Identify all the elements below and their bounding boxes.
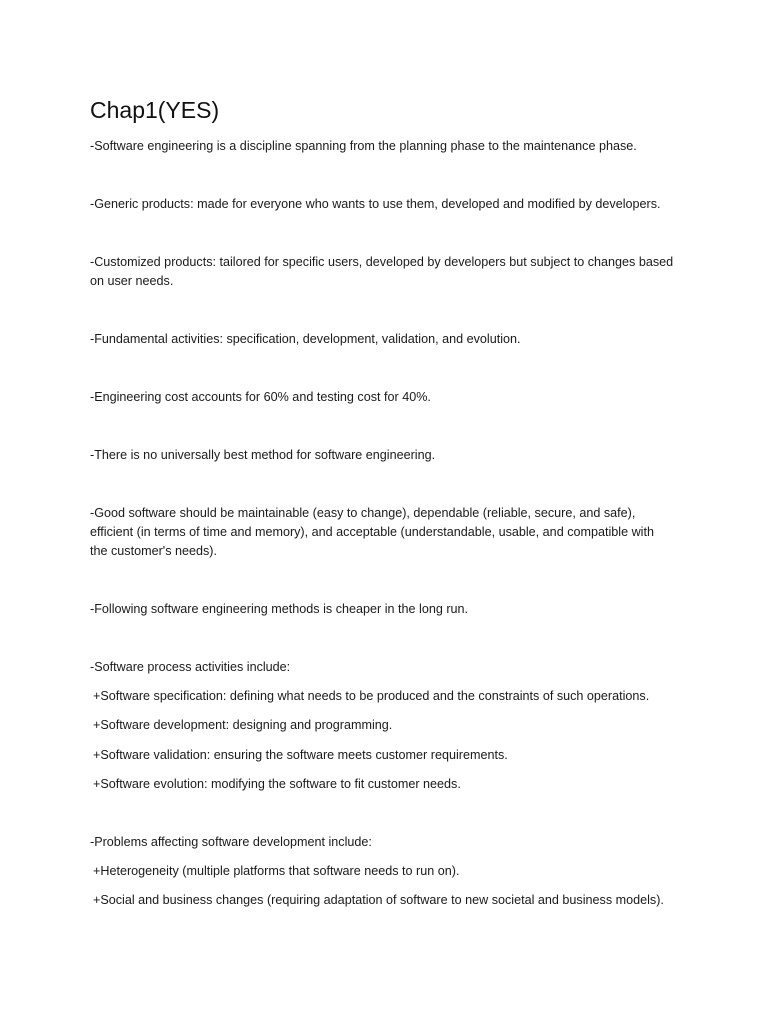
text-line: -There is no universally best method for software engineering. [90,448,436,462]
list-item: +Software specification: defining what needs to be produced and the constraints of such operations. [93,689,650,703]
list-item: +Software validation: ensuring the software meets customer requirements. [93,748,508,762]
list-item: +Social and business changes (requiring adaptation of software to new societal and business models). [93,893,664,907]
text-line: -Software engineering is a discipline spanning from the planning phase to the maintenance phase. [90,139,637,153]
text-line: -Customized products: tailored for specific users, developed by developers but subject to changes based [90,255,674,269]
text-line: -Engineering cost accounts for 60% and testing cost for 40%. [90,390,431,404]
text-line: -Good software should be maintainable (easy to change), dependable (reliable, secure, and safe), [90,506,636,520]
text-line: -Generic products: made for everyone who wants to use them, developed and modified by developers. [90,197,661,211]
text-line: the customer's needs). [90,544,218,558]
list-item: +Software development: designing and programming. [93,718,393,732]
text-line: efficient (in terms of time and memory), and acceptable (understandable, usable, and compatible with [90,525,654,539]
list-item: +Heterogeneity (multiple platforms that software needs to run on). [93,864,460,878]
text-line: -Software process activities include: [90,660,291,674]
page-title: Chap1(YES) [90,97,220,123]
text-line: -Fundamental activities: specification, development, validation, and evolution. [90,332,521,346]
list-item: +Software evolution: modifying the software to fit customer needs. [93,777,461,791]
text-line: -Following software engineering methods is cheaper in the long run. [90,602,469,616]
text-line: on user needs. [90,274,174,288]
text-line: -Problems affecting software development include: [90,835,372,849]
